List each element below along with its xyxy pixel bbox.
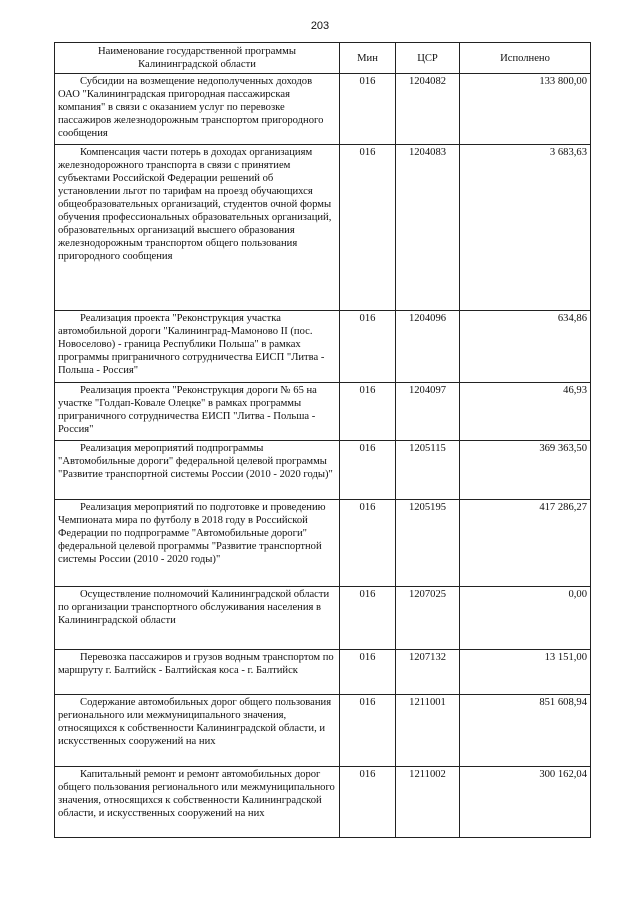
row-csr-code: 1211002 <box>396 767 460 838</box>
row-executed-amount: 0,00 <box>460 587 591 650</box>
row-ministry-code: 016 <box>340 695 396 767</box>
row-executed-amount: 3 683,63 <box>460 145 591 311</box>
row-ministry-code: 016 <box>340 383 396 441</box>
row-ministry-code: 016 <box>340 500 396 587</box>
row-executed-amount: 634,86 <box>460 311 591 383</box>
table-row <box>55 311 591 383</box>
budget-table <box>54 42 591 838</box>
row-executed-amount: 46,93 <box>460 383 591 441</box>
row-program-name: Реализация проекта "Реконструкция участка автомобильной дороги "Калининград-Мамоново II (пос. Новоселово) - граница Республики Польша" в рамках программы приграничного сотрудничества ЕИСП "Литва - Польша - Россия" <box>55 311 340 383</box>
row-program-name: Перевозка пассажиров и грузов водным транспортом по маршруту г. Балтийск - Балтийская коса - г. Балтийск <box>55 650 340 695</box>
header-csr: ЦСР <box>396 43 460 74</box>
row-ministry-code: 016 <box>340 767 396 838</box>
row-csr-code: 1204097 <box>396 383 460 441</box>
row-executed-amount: 13 151,00 <box>460 650 591 695</box>
table-header-row <box>55 43 591 74</box>
row-csr-code: 1204083 <box>396 145 460 311</box>
row-program-name: Компенсация части потерь в доходах организациям железнодорожного транспорта в связи с принятием субъектами Российской Федерации решений об установлении льгот по тарифам на проезд обучающихся общеобразовательных организаций, студентов очной формы обучения профессиональных образовательных организаций, образовательных организаций высшего образования железнодорожным транспортом общего пользования пригородного сообщения <box>55 145 340 311</box>
row-program-name: Осуществление полномочий Калининградской области по организации транспортного обслуживания населения в Калининградской области <box>55 587 340 650</box>
row-program-name: Реализация мероприятий подпрограммы "Автомобильные дороги" федеральной целевой программы "Развитие транспортной системы России (2010 - 2020 годы)" <box>55 441 340 500</box>
row-csr-code: 1204096 <box>396 311 460 383</box>
row-program-name: Содержание автомобильных дорог общего пользования регионального или межмуниципального значения, относящихся к собственности Калининградской области, и искусственных сооружений на них <box>55 695 340 767</box>
row-csr-code: 1211001 <box>396 695 460 767</box>
row-program-name: Субсидии на возмещение недополученных доходов ОАО "Калининградская пригородная пассажирская компания" в связи с оказанием услуг по перевозке пассажиров железнодорожным транспортом пригородного сообщения <box>55 74 340 145</box>
row-ministry-code: 016 <box>340 441 396 500</box>
table-row <box>55 767 591 838</box>
row-ministry-code: 016 <box>340 311 396 383</box>
header-ministry: Мин <box>340 43 396 74</box>
row-ministry-code: 016 <box>340 650 396 695</box>
header-program-name: Наименование государственной программы Калининградской области <box>55 43 340 74</box>
table-row <box>55 145 591 311</box>
row-program-name: Капитальный ремонт и ремонт автомобильных дорог общего пользования регионального или межмуниципального значения, относящихся к собственности Калининградской области, и искусственных сооружений на них <box>55 767 340 838</box>
row-ministry-code: 016 <box>340 587 396 650</box>
row-executed-amount: 300 162,04 <box>460 767 591 838</box>
row-ministry-code: 016 <box>340 145 396 311</box>
row-ministry-code: 016 <box>340 74 396 145</box>
header-executed: Исполнено <box>460 43 591 74</box>
row-executed-amount: 133 800,00 <box>460 74 591 145</box>
table-row <box>55 650 591 695</box>
table-row <box>55 587 591 650</box>
table-row <box>55 383 591 441</box>
table-row <box>55 695 591 767</box>
row-csr-code: 1207132 <box>396 650 460 695</box>
table-row <box>55 74 591 145</box>
row-csr-code: 1205115 <box>396 441 460 500</box>
row-csr-code: 1207025 <box>396 587 460 650</box>
row-csr-code: 1205195 <box>396 500 460 587</box>
row-executed-amount: 369 363,50 <box>460 441 591 500</box>
row-executed-amount: 417 286,27 <box>460 500 591 587</box>
row-executed-amount: 851 608,94 <box>460 695 591 767</box>
row-program-name: Реализация мероприятий по подготовке и проведению Чемпионата мира по футболу в 2018 году в Российской Федерации по подпрограмме "Автомобильные дороги" федеральной целевой программы "Развитие транспортной системы России (2010 - 2020 годы)" <box>55 500 340 587</box>
row-program-name: Реализация проекта "Реконструкция дороги № 65 на участке "Голдап-Ковале Олецке" в рамках программы приграничного сотрудничества ЕИСП "Литва - Польша - Россия" <box>55 383 340 441</box>
page-number: 203 <box>310 20 330 32</box>
table-row <box>55 441 591 500</box>
table-row <box>55 500 591 587</box>
row-csr-code: 1204082 <box>396 74 460 145</box>
